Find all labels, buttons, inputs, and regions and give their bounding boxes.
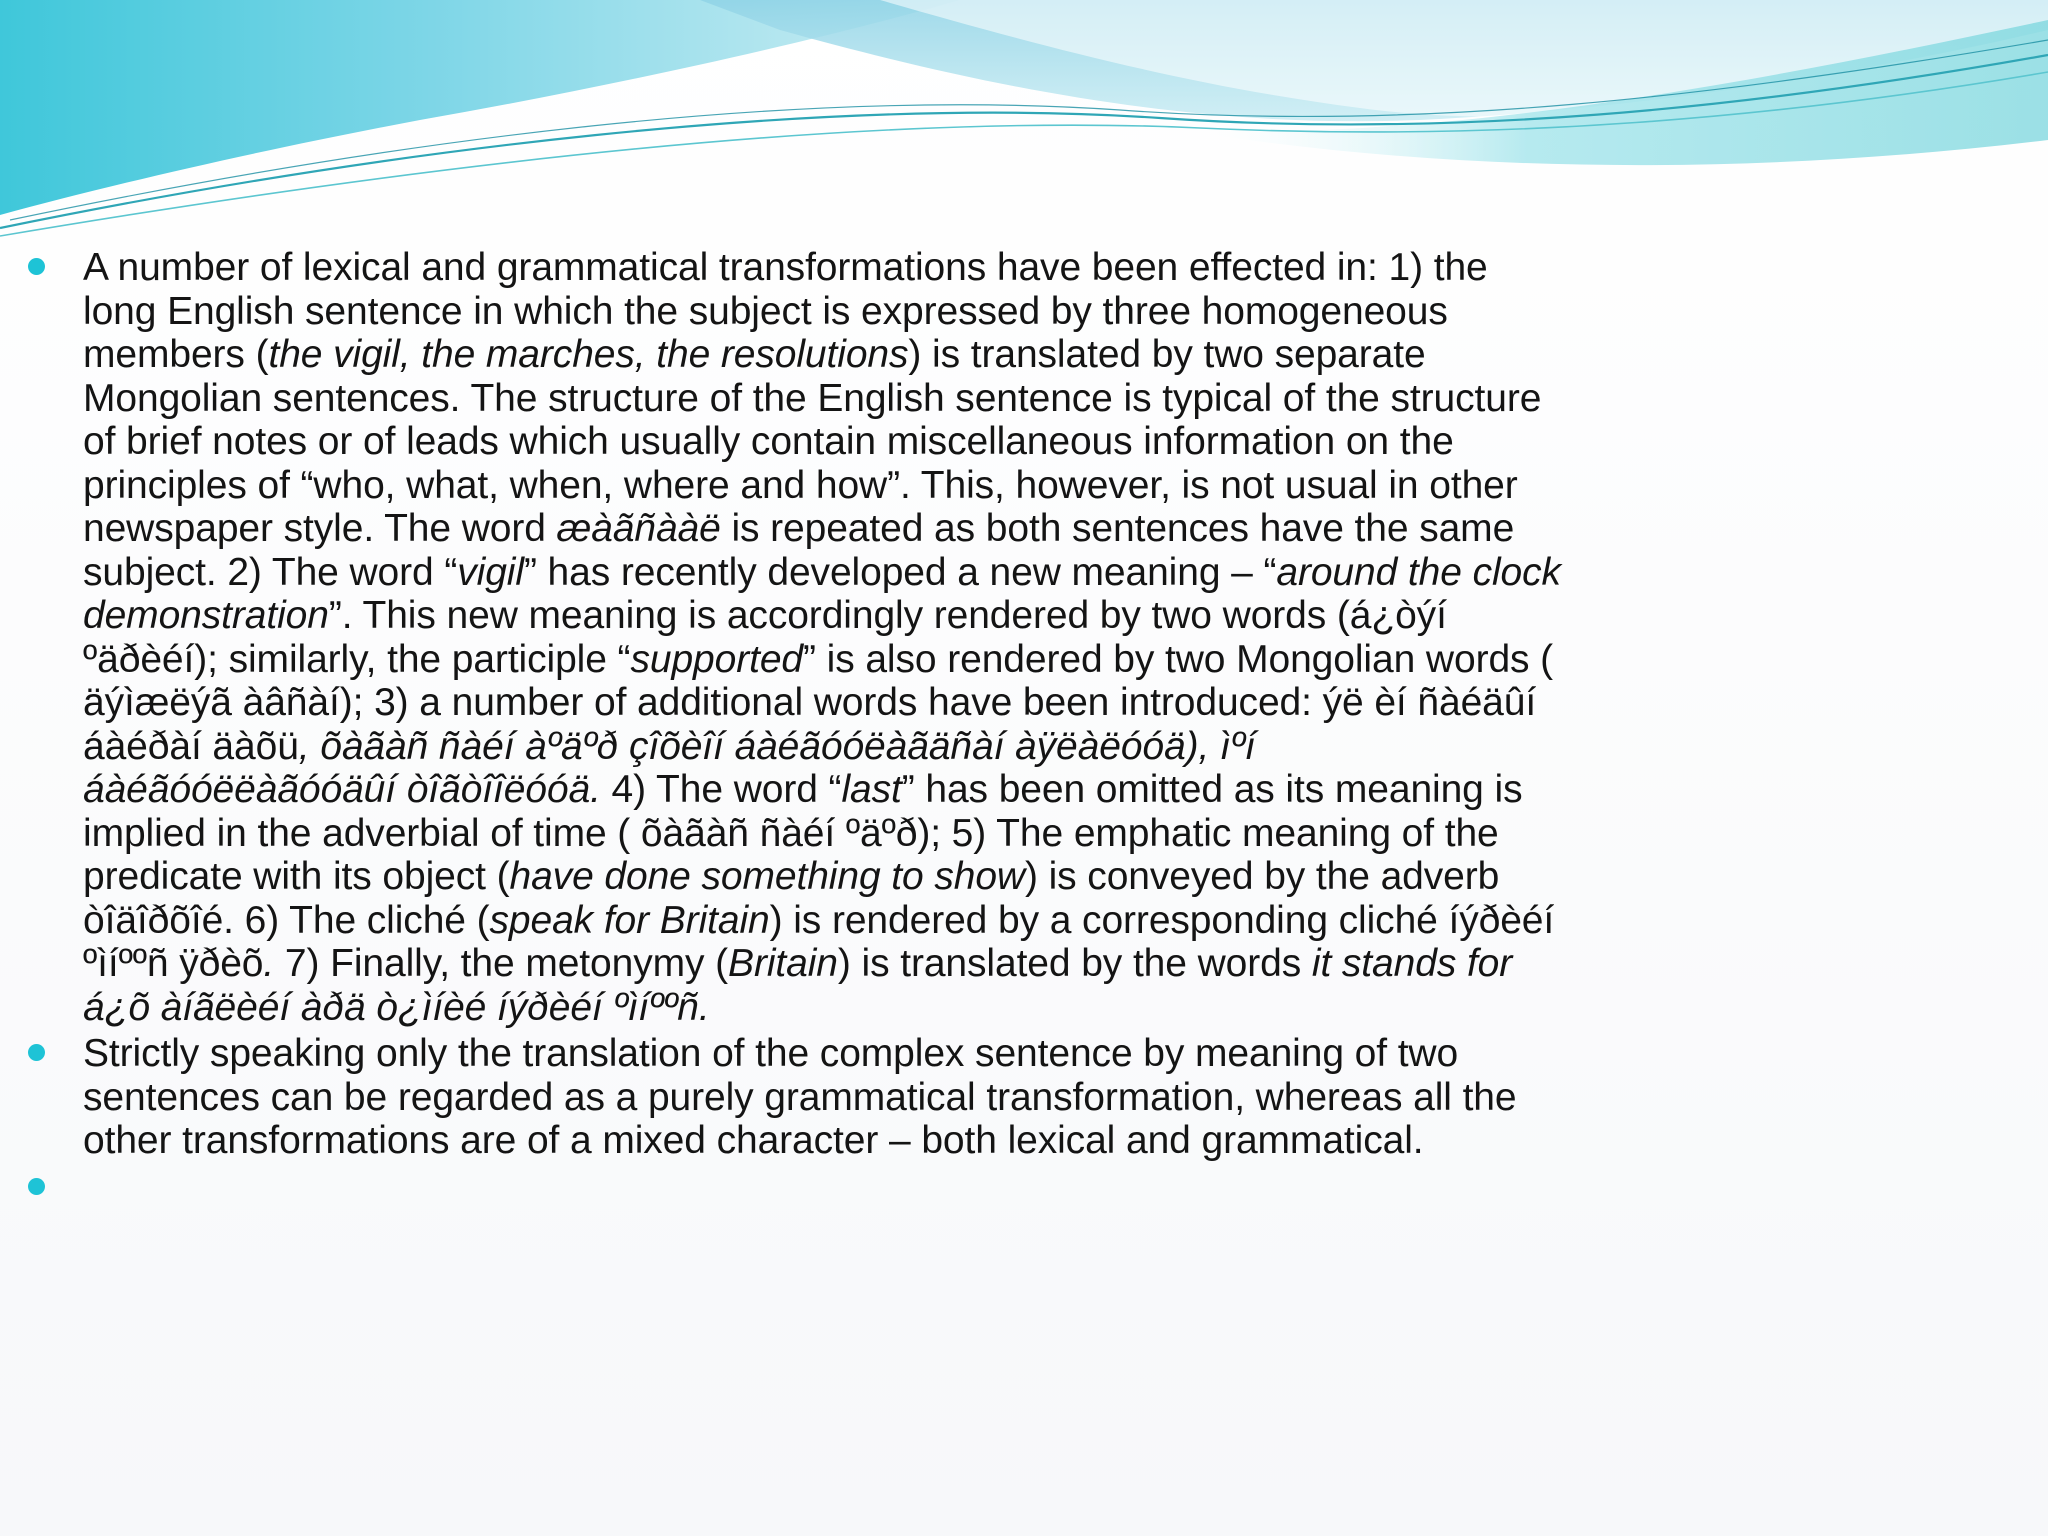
text-run: ” has recently developed a new meaning – “ bbox=[523, 550, 1277, 594]
paragraph-text bbox=[83, 1032, 1826, 1163]
text-run: 4) The word “ bbox=[600, 768, 842, 811]
italic-run: supported bbox=[630, 637, 804, 681]
italic-run: speak for Britain bbox=[489, 898, 770, 942]
bullet-paragraph bbox=[26, 1032, 1826, 1163]
italic-run: Britain bbox=[728, 942, 838, 985]
bullet-paragraph-empty bbox=[26, 1166, 1826, 1210]
text-run: ) is conveyed by the adverb òîäîðõîé. 6) The cliché ( bbox=[83, 855, 1500, 942]
text-run: ) is rendered by a corresponding cliché íýðèéí ºìíººñ ÿðèõ bbox=[83, 898, 1555, 985]
slide-body bbox=[26, 246, 1826, 1209]
italic-run: have done something to show bbox=[509, 855, 1025, 898]
italic-run: æàãñààë bbox=[556, 507, 721, 550]
text-run: is repeated as both sentences have the same subject. 2) The word “ bbox=[83, 507, 1515, 594]
paragraph-text bbox=[83, 246, 1826, 1029]
italic-run: it stands for á¿õ àíãëèéí àðä ò¿ìíèé íýðèéí ºìíººñ. bbox=[83, 942, 1513, 1029]
text-run: ”. This new meaning is accordingly rendered by two words (á¿òýí ºäðèéí); similarly, the participle “ bbox=[83, 594, 1447, 681]
wave-header-decoration bbox=[0, 0, 2048, 250]
italic-run: last bbox=[841, 768, 902, 811]
bullet-dot-icon bbox=[28, 1044, 45, 1061]
text-run: Strictly speaking only the translation of the complex sentence by meaning of two sentences can be regarded as a purely grammatical transformation, whereas all the other transformations are of a mixed character – both lexical and grammatical. bbox=[83, 1032, 1517, 1162]
text-run: ” is also rendered by two Mongolian words ( äýìæëýã àâñàí); 3) a number of additional words have been introduced: ýë èí ñàéäûí áàéðàí äàõü bbox=[83, 637, 1554, 768]
text-run: 7) Finally, the metonymy ( bbox=[274, 942, 729, 985]
italic-run: . bbox=[263, 942, 275, 985]
italic-run: the vigil, the marches, the resolutions bbox=[268, 333, 909, 376]
text-run: A number of lexical and grammatical transformations have been effected in: 1) the long English sentence in which the subject is expressed by three homogeneous members ( bbox=[83, 246, 1488, 376]
bullet-dot-icon bbox=[28, 258, 45, 275]
italic-run: around the clock demonstration bbox=[83, 550, 1561, 637]
text-run: ” has been omitted as its meaning is implied in the adverbial of time ( õàãàñ ñàéí ºäºð); 5) The emphatic meaning of the predicate with its object ( bbox=[83, 768, 1523, 898]
italic-run: , õàãàñ ñàéí àºäºð çîõèîí áàéãóóëàãäñàí àÿëàëóóä), ìºí áàéãóóëëàãóóäûí òîãòîîëóóä. bbox=[83, 724, 1256, 811]
italic-run: vigil bbox=[457, 550, 524, 594]
text-run: ) is translated by two separate Mongolian sentences. The structure of the English sentence is typical of the structure of brief notes or of leads which usually contain miscellaneous information on the principles of “who, what, when, where and how”. This, however, is not usual in other newspaper style. The word bbox=[83, 333, 1542, 550]
text-run: ) is translated by the words bbox=[837, 942, 1312, 985]
bullet-dot-icon bbox=[28, 1178, 45, 1195]
bullet-paragraph bbox=[26, 246, 1826, 1029]
